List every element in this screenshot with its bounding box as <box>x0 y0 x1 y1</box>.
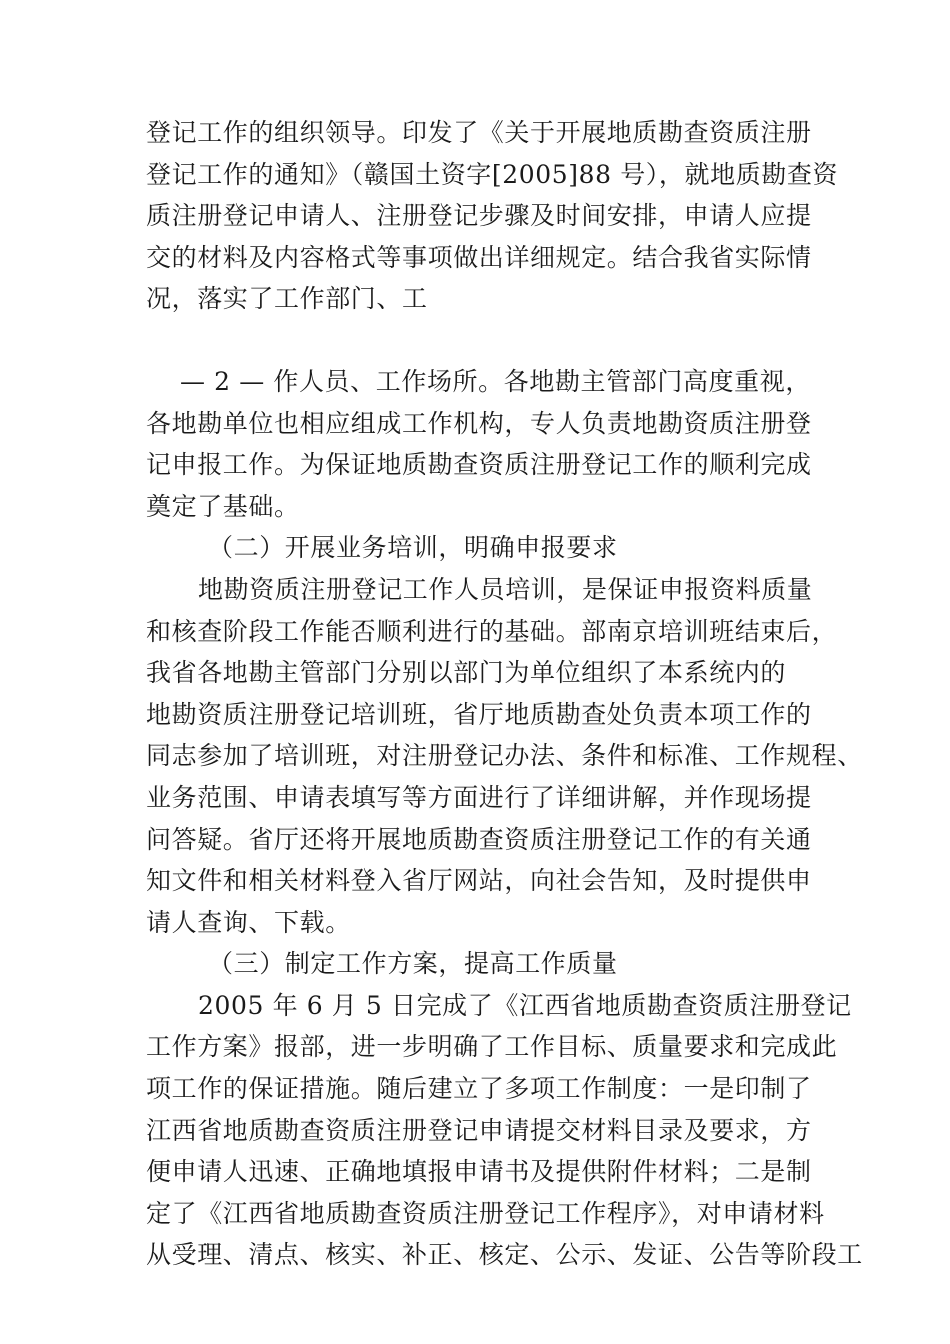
text-line: 登记工作的通知》（赣国土资字[2005]88 号），就地质勘查资 <box>146 159 839 189</box>
text-line: 各地勘单位也相应组成工作机构，专人负责地勘资质注册登 <box>146 408 812 438</box>
text-line: 登记工作的组织领导。印发了《关于开展地质勘查资质注册 <box>146 118 812 147</box>
text-line: 项工作的保证措施。随后建立了多项工作制度：一是印制了 <box>146 1074 812 1104</box>
section-heading-3: （三）制定工作方案，提高工作质量 <box>208 949 618 979</box>
document-page <box>146 112 863 1276</box>
text-line: 便申请人迅速、正确地填报申请书及提供附件材料；二是制 <box>146 1157 812 1187</box>
text-line: 地勘资质注册登记培训班，省厅地质勘查处负责本项工作的 <box>146 699 812 729</box>
text-line: 问答疑。省厅还将开展地质勘查资质注册登记工作的有关通 <box>146 824 812 854</box>
text-line: 况，落实了工作部门、工 <box>146 284 428 314</box>
text-line: 江西省地质勘查资质注册登记申请提交材料目录及要求，方 <box>146 1115 812 1145</box>
text-line: 请人查询、下载。 <box>146 907 351 937</box>
text-line: 质注册登记申请人、注册登记步骤及时间安排，申请人应提 <box>146 201 812 231</box>
text-line: 同志参加了培训班，对注册登记办法、条件和标准、工作规程、 <box>146 741 863 771</box>
text-line: 知文件和相关材料登入省厅网站，向社会告知，及时提供申 <box>146 866 812 896</box>
page-break-gap <box>146 320 814 361</box>
section-heading-2: （二）开展业务培训，明确申报要求 <box>208 533 618 563</box>
text-line: 定了《江西省地质勘查资质注册登记工作程序》，对申请材料 <box>146 1198 825 1228</box>
text-line: 业务范围、申请表填写等方面进行了详细讲解，并作现场提 <box>146 782 812 812</box>
text-line: 和核查阶段工作能否顺利进行的基础。部南京培训班结束后， <box>146 616 838 646</box>
text-line: 地勘资质注册登记工作人员培训，是保证申报资料质量 <box>198 574 813 604</box>
text-line: 奠定了基础。 <box>146 491 300 521</box>
text-line: 2005 年 6 月 5 日完成了《江西省地质勘查资质注册登记 <box>198 990 852 1020</box>
text-line: 交的材料及内容格式等事项做出详细规定。结合我省实际情 <box>146 242 812 272</box>
text-line: 我省各地勘主管部门分别以部门为单位组织了本系统内的 <box>146 658 787 688</box>
page-number-line: — 2 — 作人员、工作场所。各地勘主管部门高度重视， <box>180 366 811 396</box>
text-line: 记申报工作。为保证地质勘查资质注册登记工作的顺利完成 <box>146 450 812 480</box>
text-line: 从受理、清点、核实、补正、核定、公示、发证、公告等阶段工 <box>146 1240 863 1270</box>
text-line: 工作方案》报部，进一步明确了工作目标、质量要求和完成此 <box>146 1032 838 1062</box>
